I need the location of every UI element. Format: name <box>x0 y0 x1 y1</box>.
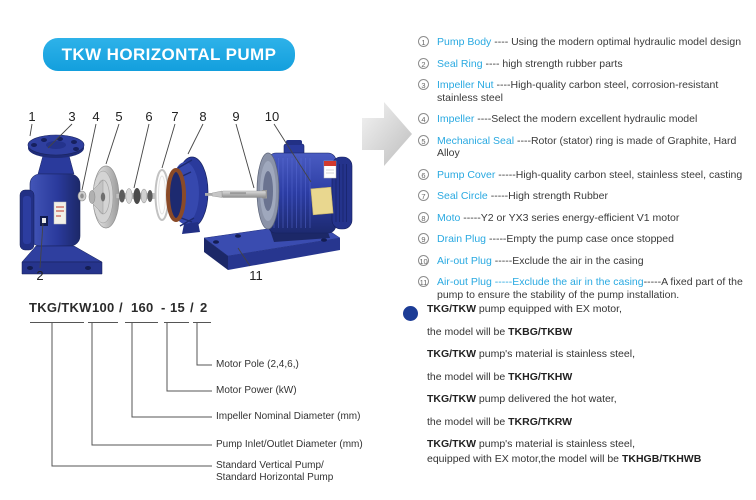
mechanical-seal <box>116 188 156 204</box>
ex-line: the model will be TKRG/TKRW <box>427 415 573 428</box>
motor <box>257 140 352 242</box>
part-desc: -----Exclude the air in the casing <box>491 254 644 267</box>
part-name: Impeller Nut <box>437 79 494 91</box>
bullet-icon <box>403 306 418 321</box>
part-name: Seal Ring <box>437 57 483 70</box>
model-seg-slash2: / <box>190 300 194 315</box>
part-name: Pump Body <box>437 36 492 48</box>
model-seg-dash: - <box>161 300 166 315</box>
part-desc-blue: -----Exclude the air in the casing <box>491 276 644 288</box>
part-desc: -----High-quality carbon steel, stainless steel, casting <box>495 168 743 181</box>
parts-list-item <box>418 58 756 71</box>
ex-variants-block <box>403 303 753 466</box>
pump-label <box>54 202 66 224</box>
parts-list-item <box>418 79 756 104</box>
parts-list-item <box>418 212 756 225</box>
parts-list-item <box>418 233 756 246</box>
parts-list-item <box>418 113 756 126</box>
part-label-8: 8 <box>199 109 207 124</box>
pump-exploded-diagram <box>16 90 416 290</box>
ex-line: the model will be TKHG/TKHW <box>427 370 573 383</box>
part-label-5: 5 <box>115 109 123 124</box>
label-standard-vertical: Standard Vertical Pump/ <box>216 460 324 471</box>
label-standard-horizontal: Standard Horizontal Pump <box>216 472 334 483</box>
parts-list-item <box>418 36 756 49</box>
part-label-1: 1 <box>28 109 36 124</box>
label-motor-power: Motor Power (kW) <box>216 385 297 396</box>
part-name: Mechanical Seal <box>437 134 515 147</box>
part-label-6: 6 <box>145 109 153 124</box>
part-desc: -----A fixed part of the pump to ensure the stability of the pump installation. <box>437 276 743 301</box>
item-number-badge: 2 <box>418 58 429 69</box>
model-seg-impeller: 160 <box>131 300 154 315</box>
item-number-badge: 5 <box>418 135 429 146</box>
item-number-badge: 7 <box>418 190 429 201</box>
label-impeller-diameter: Impeller Nominal Diameter (mm) <box>216 411 361 422</box>
parts-list-item <box>418 276 756 301</box>
page-title: TKW HORIZONTAL PUMP <box>61 44 277 64</box>
item-number-badge: 4 <box>418 113 429 124</box>
part-label-2: 2 <box>36 268 44 283</box>
model-code-diagram <box>28 300 363 495</box>
impeller <box>89 166 119 228</box>
ex-line: TKG/TKW pump delivered the hot water, <box>427 393 617 405</box>
part-label-9: 9 <box>232 109 240 124</box>
parts-list-item <box>418 169 756 182</box>
item-number-badge: 10 <box>419 256 428 266</box>
part-desc: ----Select the modern excellent hydraulic model <box>474 113 698 125</box>
part-name: Drain Plug <box>437 233 487 245</box>
model-seg-pole: 2 <box>200 300 208 315</box>
model-seg-inlet: 100 <box>92 300 115 315</box>
item-number-badge: 6 <box>418 169 429 180</box>
parts-list-item <box>418 190 756 203</box>
part-label-7: 7 <box>171 109 179 124</box>
model-seg-series: TKG/TKW <box>29 300 92 315</box>
item-number-badge: 9 <box>418 233 429 244</box>
ex-line: equipped with EX motor,the model will be TKHGB/TKHWB <box>427 453 702 465</box>
part-name: Moto <box>437 211 461 224</box>
item-number-badge: 3 <box>418 79 429 90</box>
parts-list-item <box>418 255 756 268</box>
motor-nameplate <box>311 187 333 215</box>
part-name: Air-out Plug <box>437 254 492 267</box>
part-label-3: 3 <box>68 109 76 124</box>
part-label-4: 4 <box>92 109 100 124</box>
item-number-badge: 1 <box>418 36 429 47</box>
parts-list-item <box>418 135 756 160</box>
impeller-nut <box>78 191 86 201</box>
ex-line: TKG/TKW pump's material is stainless steel, <box>427 348 635 360</box>
part-desc: -----High strength Rubber <box>487 190 608 202</box>
part-desc: -----Y2 or YX3 series energy-efficient V1 motor <box>460 211 680 224</box>
part-label-11: 11 <box>249 268 263 283</box>
ex-line: TKG/TKW pump's material is stainless steel, <box>427 438 635 450</box>
arrow-right-icon <box>362 102 412 166</box>
part-name: Impeller <box>437 113 475 125</box>
part-desc: ----Rotor (stator) ring is made of Graphite, Hard Alloy <box>437 134 737 159</box>
label-motor-pole: Motor Pole (2,4,6,) <box>216 359 299 370</box>
ex-line: the model will be TKBG/TKBW <box>427 325 573 338</box>
page-title-banner <box>43 38 295 71</box>
ex-line: TKG/TKW pump equipped with EX motor, <box>427 303 622 315</box>
model-seg-slash1: / <box>119 300 123 315</box>
item-number-badge: 8 <box>418 212 429 223</box>
part-name: Air-out Plug <box>437 276 492 288</box>
part-desc: ----High-quality carbon steel, corrosion-resistant stainless steel <box>437 79 719 104</box>
pump-cover <box>168 157 208 234</box>
item-number-badge: 11 <box>419 278 428 287</box>
model-seg-power: 15 <box>170 300 186 315</box>
label-inlet-diameter: Pump Inlet/Outlet Diameter (mm) <box>216 439 363 450</box>
part-desc: ---- Using the modern optimal hydraulic model design <box>491 36 742 48</box>
part-label-10: 10 <box>264 109 280 124</box>
part-name: Seal Circle <box>437 190 488 202</box>
motor-shaft <box>205 190 267 199</box>
parts-list <box>418 36 756 310</box>
part-desc: -----Empty the pump case once stopped <box>486 233 674 245</box>
part-name: Pump Cover <box>437 168 496 181</box>
part-desc: ---- high strength rubber parts <box>482 57 623 70</box>
